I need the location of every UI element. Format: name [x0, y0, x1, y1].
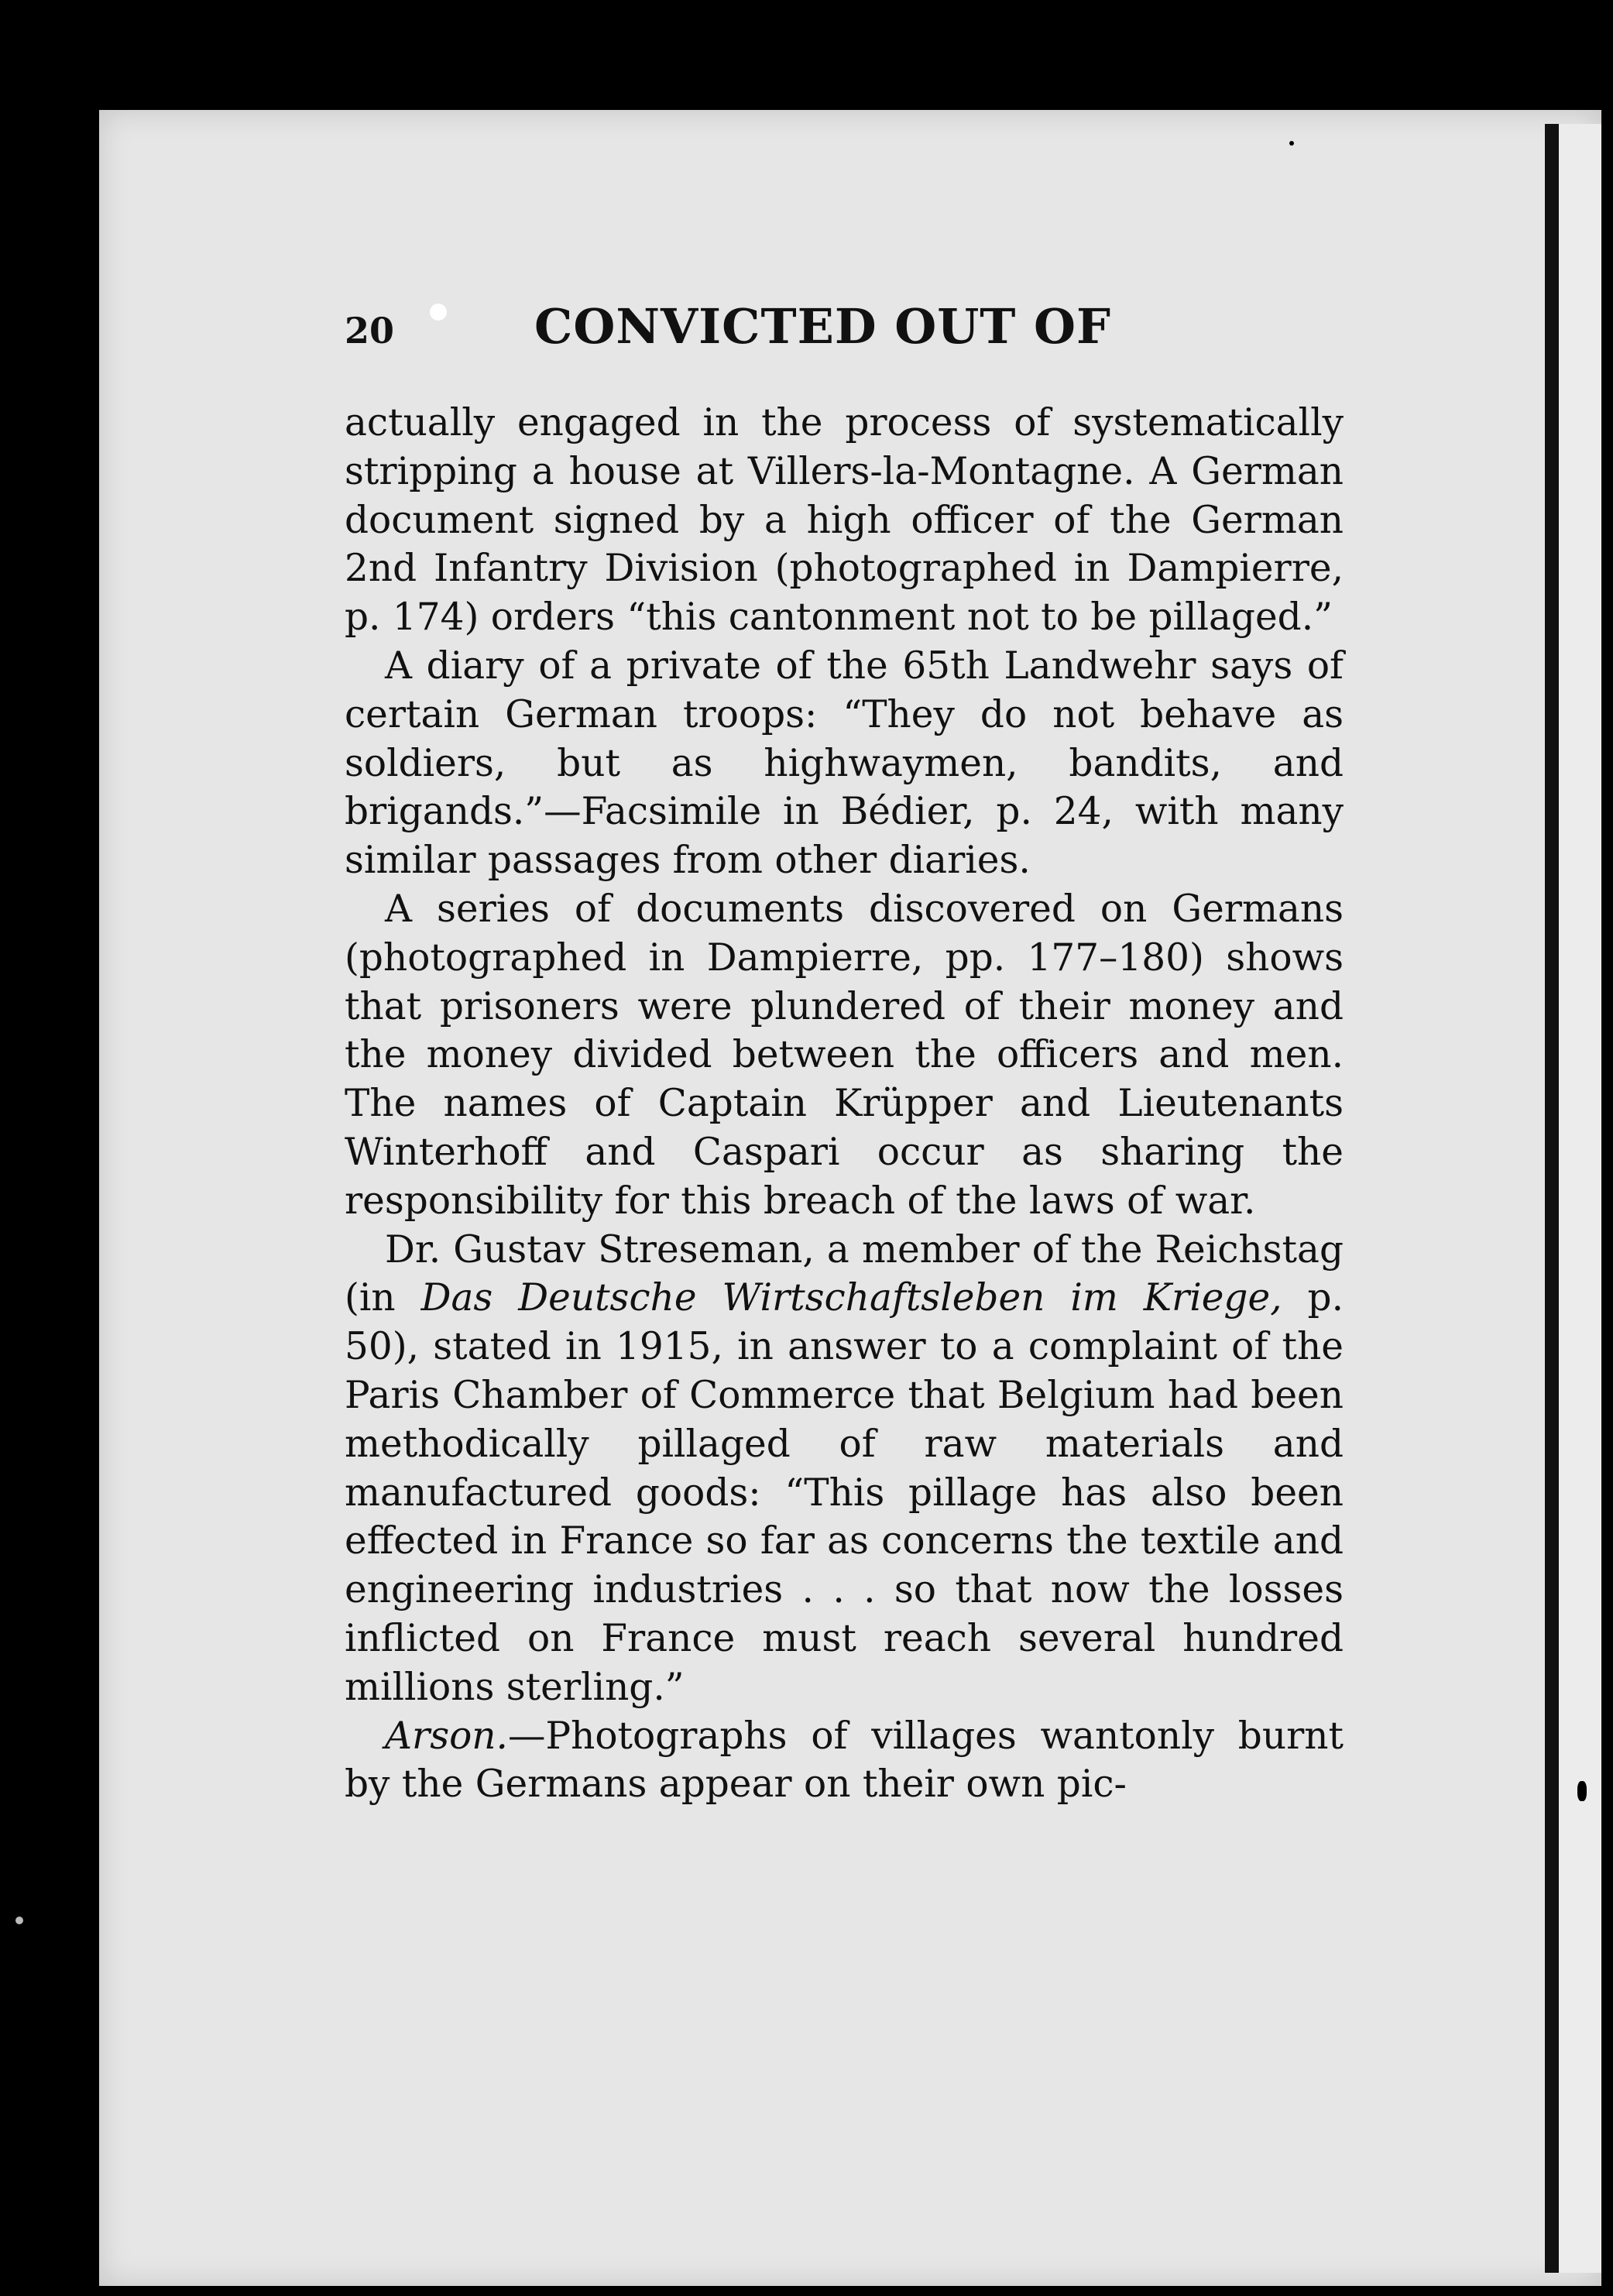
body-text	[345, 399, 1344, 1809]
paragraph-2: A diary of a private of the 65th Landwehr says of certain German troops: “They do not behave as soldiers, but as highwaymen, bandits, and brigands.”—Facsimile in Bédier, p. 24, with many similar passages from other diaries.	[345, 643, 1344, 883]
paragraph-4	[345, 1226, 1344, 1712]
page-gutter-edge	[1545, 124, 1559, 2273]
scan-speck	[1289, 141, 1294, 146]
paragraph-4-after: p. 50), stated in 1915, in answer to a complaint of the Paris Chamber of Commerce that Belgium had been methodically pillaged of raw materials and manufactured goods: “This pillage has also been effected in France so far as concerns the textile and engineering industries . . . so that now the losses inflicted on France must reach several hundred millions sterling.”	[345, 1276, 1344, 1709]
paragraph-4-before: Dr. Gustav Streseman, a member of the Reichstag (in	[345, 1227, 1344, 1320]
facing-page-edge	[1559, 124, 1601, 2273]
page-number: 20	[345, 310, 395, 352]
scan-speck	[1577, 1781, 1587, 1801]
scan-speck	[15, 1917, 23, 1924]
book-title: Das Deutsche Wirtschaftsleben im Kriege,	[420, 1276, 1282, 1320]
paragraph-3: A series of documents discovered on Germans (photographed in Dampierre, pp. 177–180) shows that prisoners were plundered of their money and the money divided between the officers and men. The names of Captain Krüpper and Lieutenants Winterhoff and Caspari occur as sharing the responsibility for this breach of the laws of war.	[345, 887, 1344, 1223]
paragraph-5	[345, 1712, 1344, 1810]
section-heading-arson: Arson.	[385, 1714, 508, 1758]
paragraph-1: actually engaged in the process of systematically stripping a house at Villers-la-Montagne. A German document signed by a high officer of the German 2nd Infantry Division (photographed in Dampierre, p. 174) orders “this cantonment not to be pillaged.”	[345, 401, 1344, 640]
running-head: CONVICTED OUT OF	[534, 298, 1112, 355]
page-text-block	[345, 298, 1344, 1809]
page-header	[345, 298, 1344, 368]
paragraph-5-text: —Photographs of villages wantonly burnt by the Germans appear on their own pic-	[345, 1714, 1344, 1807]
